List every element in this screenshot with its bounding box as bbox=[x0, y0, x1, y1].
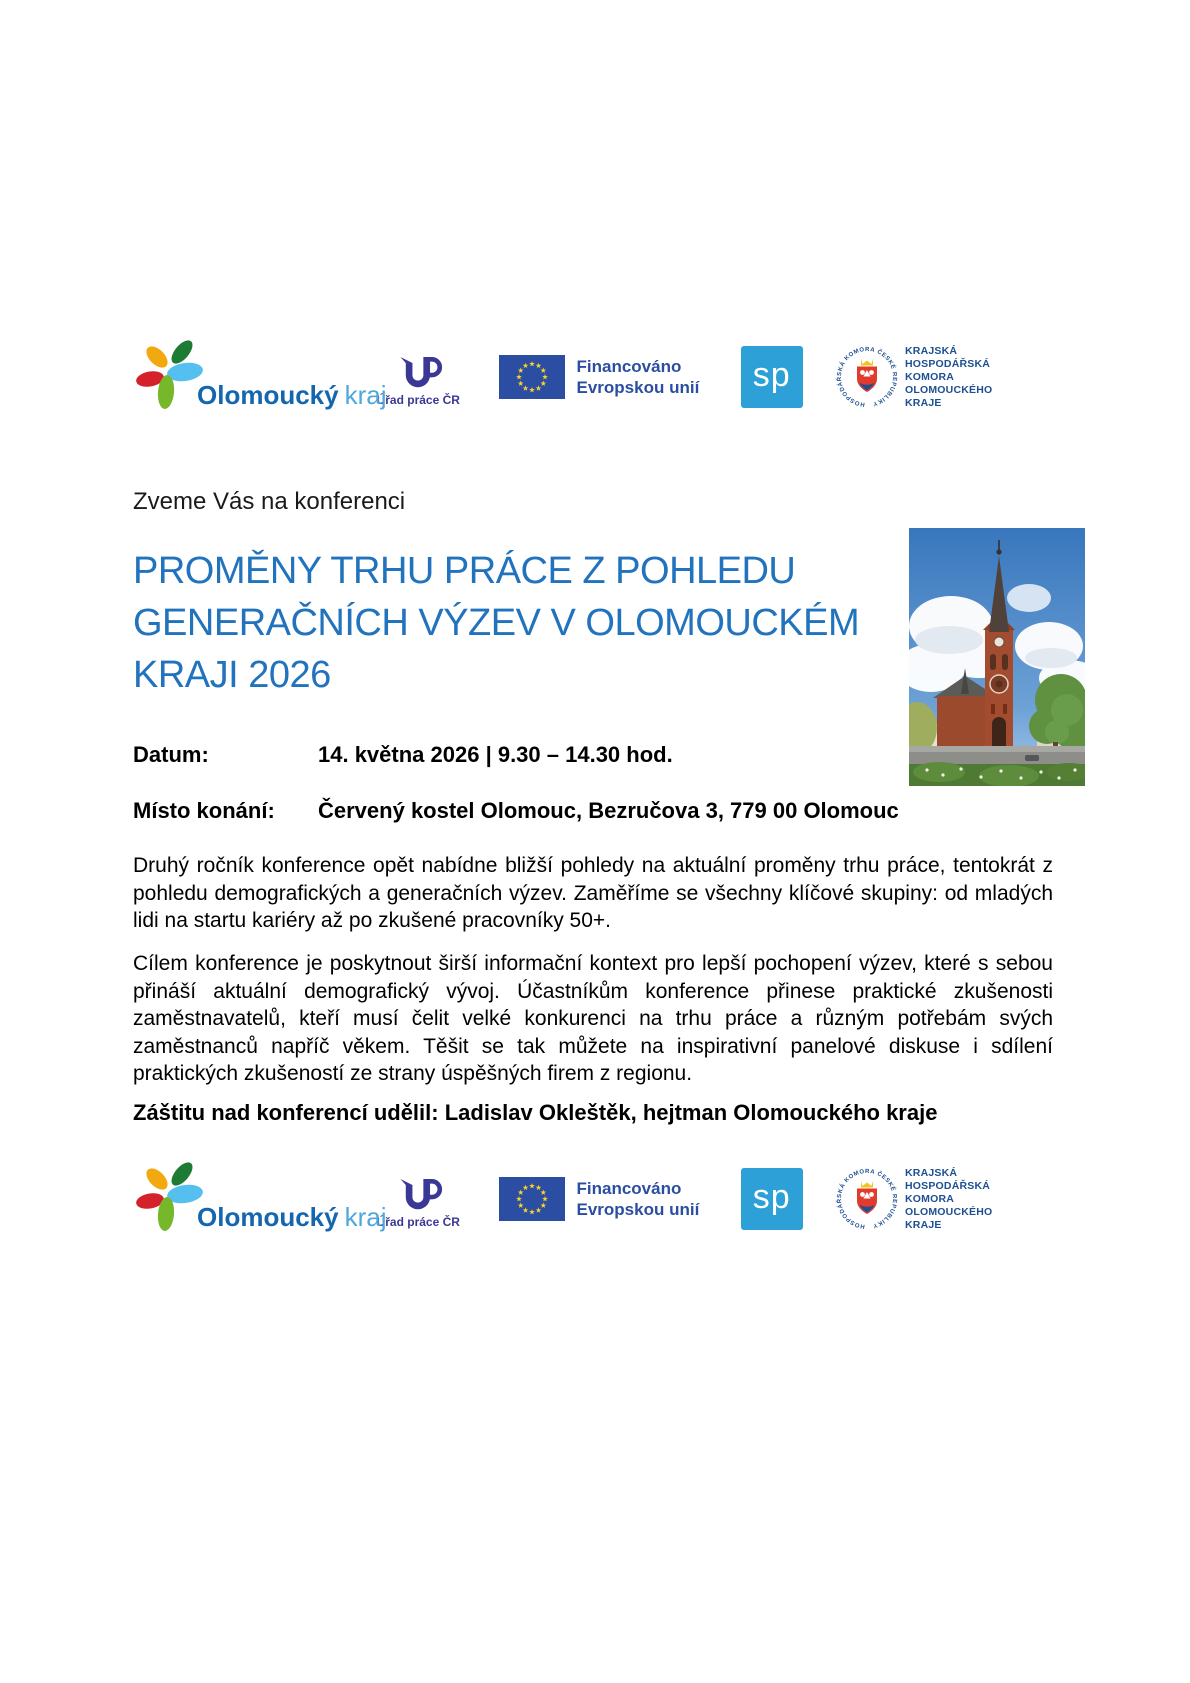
olomoucky-kraj-flower-icon bbox=[135, 1159, 205, 1235]
date-label: Datum: bbox=[133, 742, 209, 767]
venue-value: Červený kostel Olomouc, Bezručova 3, 779 00 Olomouc bbox=[318, 798, 899, 823]
urad-prace-label: Úřad práce ČR bbox=[376, 392, 460, 407]
khk-name-line: KOMORA bbox=[905, 370, 955, 383]
paragraph-2: Cílem konference je poskytnout širší informační kontext pro lepší pochopení výzev, které s sebou přináší aktuální demografický vývoj. Účastníkům konference přinese praktické zkušenosti zaměstnavatelů, kteří musí čelit velké konkurenci na trhu práce a různým potřebám svých zaměstnanců napříč věkem. Těšit se tak můžete na inspirativní panelové diskuse i sdílení praktických zkušeností ze strany úspěšných firem z regionu. bbox=[133, 952, 1053, 1085]
khk-seal-icon bbox=[835, 345, 899, 409]
logo-row-top bbox=[133, 336, 993, 418]
olomoucky-kraj-logo bbox=[133, 337, 387, 417]
svg-text:HOSPODÁŘSKÁ KOMORA ČESKÉ REPUB: HOSPODÁŘSKÁ KOMORA ČESKÉ REPUBLIKY bbox=[836, 1168, 898, 1229]
khk-name-line: OLOMOUCKÉHO bbox=[905, 383, 993, 396]
patronage-line: Záštitu nad konferencí udělil: Ladislav Okleštěk, hejtman Olomouckého kraje bbox=[133, 1100, 938, 1125]
title-line-2: GENERAČNÍCH VÝZEV V OLOMOUCKÉM bbox=[133, 602, 860, 644]
eu-funding-text bbox=[577, 356, 700, 398]
khk-name-line: KRAJE bbox=[905, 396, 942, 409]
olomoucky-kraj-wordmark bbox=[197, 380, 387, 411]
eu-funding-logo bbox=[499, 1177, 709, 1221]
eu-flag-icon bbox=[499, 355, 565, 399]
eu-funding-line2: Evropskou unií bbox=[576, 1200, 700, 1219]
olomoucky-label: Olomoucký bbox=[197, 380, 339, 410]
eu-funding-line2: Evropskou unií bbox=[576, 378, 700, 397]
kraj-label: kraj bbox=[344, 1202, 387, 1232]
urad-prace-monogram-icon bbox=[393, 348, 443, 392]
intro-line: Zveme Vás na konferenci bbox=[133, 488, 406, 515]
khk-name-line: KRAJSKÁ bbox=[905, 344, 958, 357]
urad-prace-monogram-icon bbox=[393, 1170, 443, 1214]
red-church-photo bbox=[909, 528, 1085, 786]
olomoucky-kraj-wordmark bbox=[197, 1202, 387, 1233]
sp-logo bbox=[741, 346, 803, 408]
title-line-1: PROMĚNY TRHU PRÁCE Z POHLEDU bbox=[133, 550, 796, 592]
khk-name bbox=[905, 345, 992, 410]
khk-logo bbox=[835, 345, 993, 410]
logo-row-bottom bbox=[133, 1158, 993, 1240]
khk-logo bbox=[835, 1167, 993, 1232]
venue-label: Místo konání: bbox=[133, 798, 275, 823]
olomoucky-kraj-logo bbox=[133, 1159, 387, 1239]
kraj-label: kraj bbox=[344, 380, 387, 410]
eu-funding-line1: Financováno bbox=[576, 1179, 682, 1198]
date-row bbox=[133, 742, 673, 768]
khk-name-line: HOSPODÁŘSKÁ bbox=[905, 1179, 991, 1192]
olomoucky-label: Olomoucký bbox=[197, 1202, 339, 1232]
urad-prace-label: Úřad práce ČR bbox=[376, 1214, 460, 1229]
eu-funding-line1: Financováno bbox=[576, 357, 682, 376]
eu-flag-icon bbox=[499, 1177, 565, 1221]
svg-text:HOSPODÁŘSKÁ KOMORA ČESKÉ REPUB: HOSPODÁŘSKÁ KOMORA ČESKÉ REPUBLIKY bbox=[836, 346, 898, 407]
venue-row bbox=[133, 798, 899, 824]
title-line-3: KRAJI 2026 bbox=[133, 654, 331, 696]
olomoucky-kraj-flower-icon bbox=[135, 337, 205, 413]
sp-logo-label: sp bbox=[752, 355, 791, 394]
eu-funding-text bbox=[577, 1178, 700, 1220]
khk-name-line: HOSPODÁŘSKÁ bbox=[905, 357, 991, 370]
khk-seal-icon bbox=[835, 1167, 899, 1231]
date-value: 14. května 2026 | 9.30 – 14.30 hod. bbox=[318, 742, 673, 767]
khk-name-line: OLOMOUCKÉHO bbox=[905, 1205, 993, 1218]
sp-logo-label: sp bbox=[752, 1177, 791, 1216]
khk-name-line: KRAJSKÁ bbox=[905, 1166, 958, 1179]
eu-funding-logo bbox=[499, 355, 709, 399]
khk-name-line: KOMORA bbox=[905, 1192, 955, 1205]
khk-name bbox=[905, 1167, 992, 1232]
sp-logo bbox=[741, 1168, 803, 1230]
khk-name-line: KRAJE bbox=[905, 1218, 942, 1231]
paragraph-1: Druhý ročník konference opět nabídne bližší pohledy na aktuální proměny trhu práce, tentokrát z pohledu demografických a generačních výzev. Zaměříme se všechny klíčové skupiny: od mladých lidi na startu kariéry až po zkušené pracovníky 50+. bbox=[133, 854, 1053, 932]
conference-title bbox=[133, 545, 903, 701]
